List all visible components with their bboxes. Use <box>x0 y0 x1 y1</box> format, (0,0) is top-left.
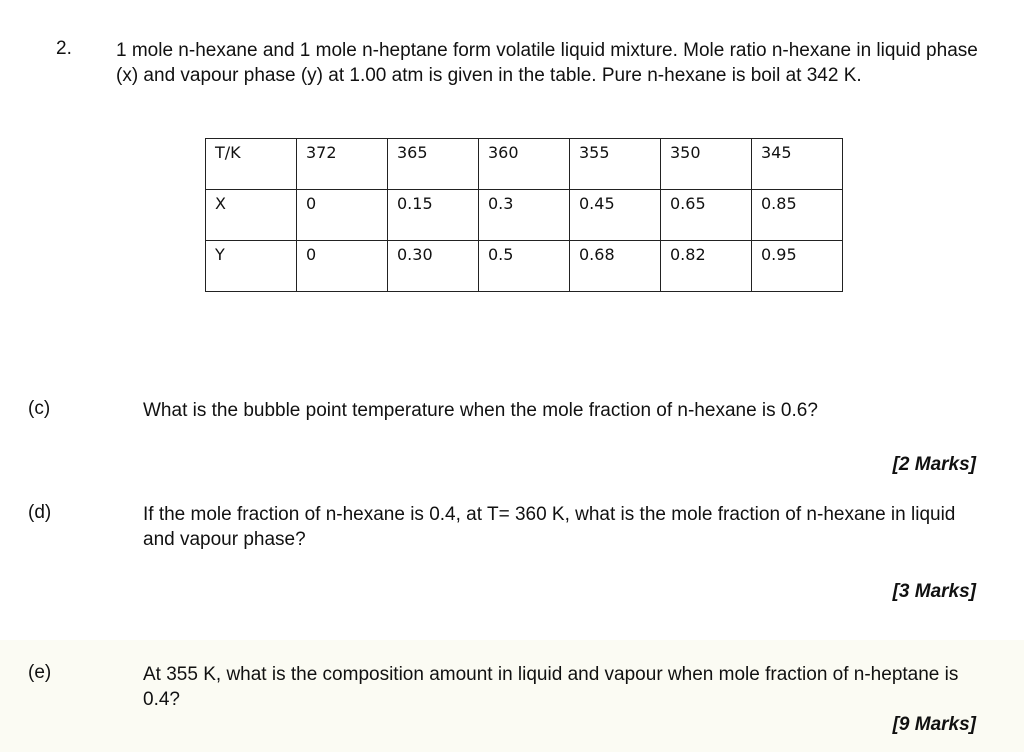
table-row-x <box>206 190 843 241</box>
table-cell: 365 <box>388 139 479 190</box>
question-number: 2. <box>56 38 72 59</box>
table-row-y <box>206 241 843 292</box>
table-cell: 0.15 <box>388 190 479 241</box>
part-e-marks: [9 Marks] <box>892 714 976 735</box>
table-cell: 0.3 <box>479 190 570 241</box>
question-text: 1 mole n-hexane and 1 mole n-heptane form volatile liquid mixture. Mole ratio n-hexane in liquid phase (x) and vapour phase (y) at 1.00 atm is given in the table. Pure n-hexane is boil at 342 K. <box>116 40 978 86</box>
table-cell: 350 <box>661 139 752 190</box>
table-cell: 345 <box>752 139 843 190</box>
table-cell: 360 <box>479 139 570 190</box>
table-row-temperature <box>206 139 843 190</box>
table-cell: 0.45 <box>570 190 661 241</box>
table-cell: T/K <box>206 139 297 190</box>
part-c-marks: [2 Marks] <box>892 454 976 475</box>
table-cell: 0.85 <box>752 190 843 241</box>
part-e-text: At 355 K, what is the composition amount in liquid and vapour when mole fraction of n-heptane is 0.4? <box>143 664 959 710</box>
part-d-marks: [3 Marks] <box>892 581 976 602</box>
table-cell: 0 <box>297 190 388 241</box>
part-d-text: If the mole fraction of n-hexane is 0.4, at T= 360 K, what is the mole fraction of n-hexane in liquid and vapour phase? <box>143 504 956 550</box>
table-cell: 372 <box>297 139 388 190</box>
part-c-text: What is the bubble point temperature when the mole fraction of n-hexane is 0.6? <box>143 400 818 421</box>
table-cell: 0.68 <box>570 241 661 292</box>
table-cell: X <box>206 190 297 241</box>
data-table <box>205 138 843 292</box>
table-cell: 0.82 <box>661 241 752 292</box>
table-cell: 0.30 <box>388 241 479 292</box>
table-cell: Y <box>206 241 297 292</box>
part-e-label: (e) <box>28 662 52 683</box>
part-c-label: (c) <box>28 398 51 419</box>
table-cell: 0.5 <box>479 241 570 292</box>
part-d-label: (d) <box>28 502 52 523</box>
table-cell: 0.65 <box>661 190 752 241</box>
table-cell: 0.95 <box>752 241 843 292</box>
table-cell: 355 <box>570 139 661 190</box>
table-cell: 0 <box>297 241 388 292</box>
